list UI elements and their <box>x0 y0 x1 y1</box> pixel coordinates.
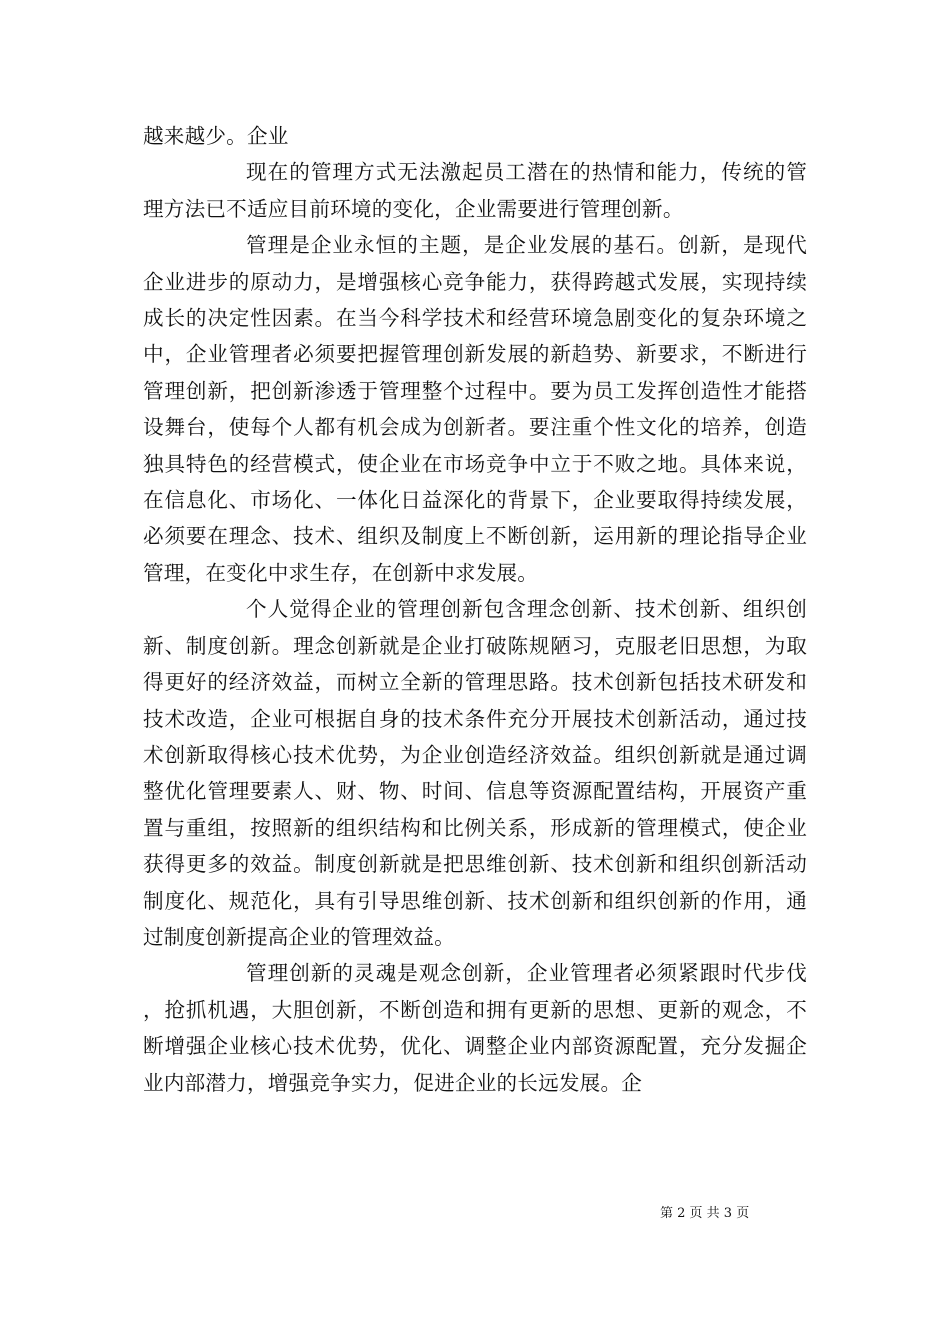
page-number: 第 2 页 共 3 页 <box>660 1206 750 1221</box>
paragraph-4: 个人觉得企业的管理创新包含理念创新、技术创新、组织创新、制度创新。理念创新就是企业打破陈规陋习，克服老旧思想，为取得更好的经济效益，而树立全新的管理思路。技术创新包括技术研发和技术改造，企业可根据自身的技术条件充分开展技术创新活动，通过技术创新取得核心技术优势，为企业创造经济效益。组织创新就是通过调整优化管理要素人、财、物、时间、信息等资源配置结构，开展资产重置与重组，按照新的组织结构和比例关系，形成新的管理模式，使企业获得更多的效益。制度创新就是把思维创新、技术创新和组织创新活动制度化、规范化，具有引导思维创新、技术创新和组织创新的作用，通过制度创新提高企业的管理效益。 <box>143 597 807 949</box>
paragraph-3: 管理是企业永恒的主题，是企业发展的基石。创新，是现代企业进步的原动力，是增强核心竞争能力，获得跨越式发展，实现持续成长的决定性因素。在当今科学技术和经营环境急剧变化的复杂环境之中，企业管理者必须要把握管理创新发展的新趋势、新要求，不断进行管理创新，把创新渗透于管理整个过程中。要为员工发挥创造性才能搭设舞台，使每个人都有机会成为创新者。要注重个性文化的培养，创造独具特色的经营模式，使企业在市场竞争中立于不败之地。具体来说，在信息化、市场化、一体化日益深化的背景下，企业要取得持续发展，必须要在理念、技术、组织及制度上不断创新，运用新的理论指导企业管理，在变化中求生存，在创新中求发展。 <box>143 233 807 585</box>
document-body <box>143 118 807 1101</box>
paragraph-5: 管理创新的灵魂是观念创新，企业管理者必须紧跟时代步伐，抢抓机遇，大胆创新，不断创造和拥有更新的思想、更新的观念，不断增强企业核心技术优势，优化、调整企业内部资源配置，充分发掘企业内部潜力，增强竞争实力，促进企业的长远发展。企 <box>143 961 807 1095</box>
paragraph-2: 现在的管理方式无法激起员工潜在的热情和能力，传统的管理方法已不适应目前环境的变化，企业需要进行管理创新。 <box>143 160 807 221</box>
paragraph-1: 越来越少。企业 <box>143 124 289 148</box>
